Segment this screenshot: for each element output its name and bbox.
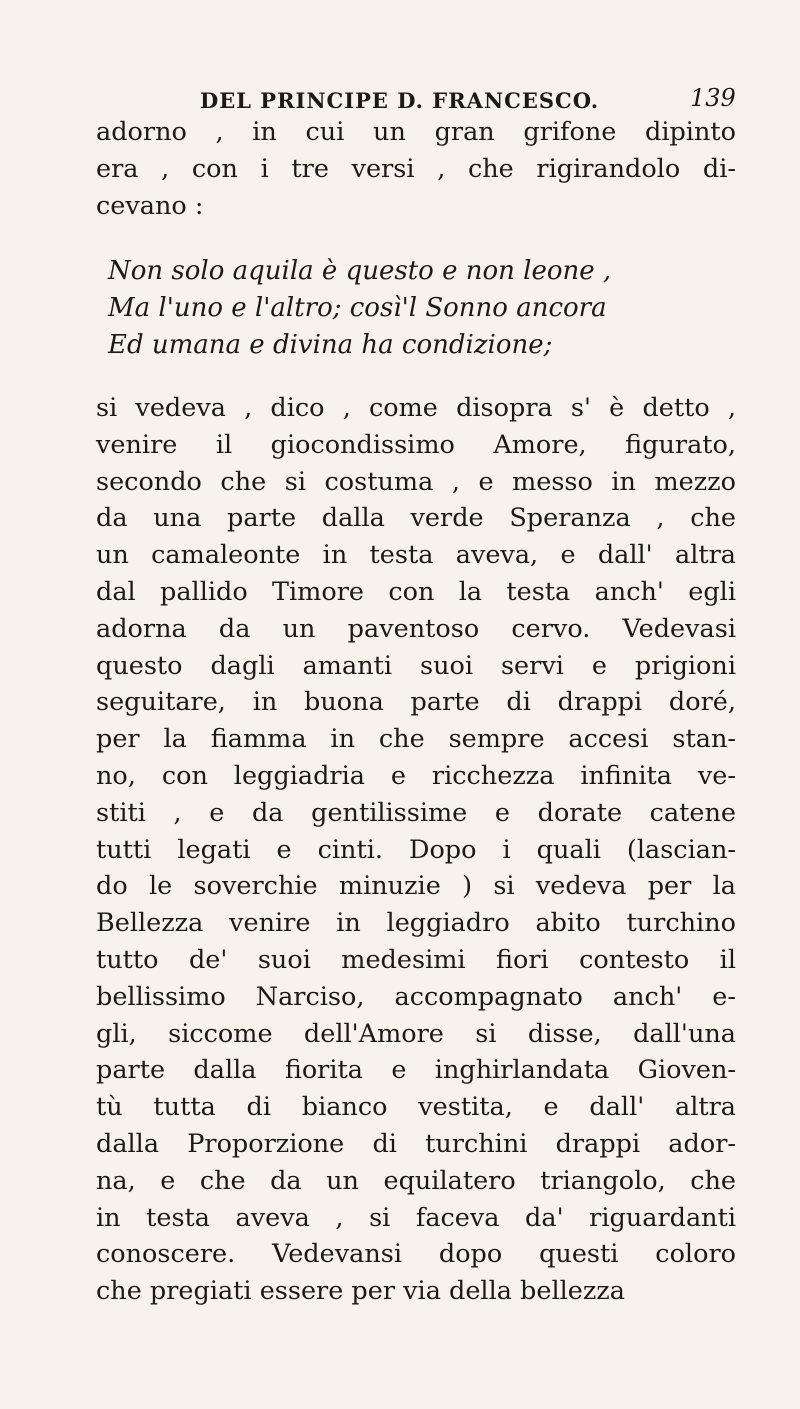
text-line: venire il giocondissimo Amore, figurato, bbox=[96, 429, 736, 460]
text-line: adorna da un paventoso cervo. Vedevasi bbox=[96, 613, 736, 644]
text-line: tutti legati e cinti. Dopo i quali (lascian- bbox=[96, 834, 736, 865]
text-line: na, e che da un equilatero triangolo, che bbox=[96, 1165, 736, 1196]
verse-block bbox=[108, 252, 738, 363]
text-line: adorno , in cui un gran grifone dipinto bbox=[96, 117, 736, 147]
verse-line: Ma l'uno e l'altro; così'l Sonno ancora bbox=[108, 293, 607, 323]
text-line: secondo che si costuma , e messo in mezzo bbox=[96, 466, 736, 497]
text-line: cevano : bbox=[96, 191, 204, 221]
text-line: da una parte dalla verde Speranza , che bbox=[96, 503, 736, 534]
running-header: DEL PRINCIPE D. FRANCESCO. bbox=[200, 88, 600, 113]
main-paragraph bbox=[96, 390, 736, 1310]
page-number: 139 bbox=[690, 84, 736, 112]
text-line: dalla Proporzione di turchini drappi ador- bbox=[96, 1128, 736, 1159]
intro-paragraph bbox=[96, 114, 736, 225]
text-line: Bellezza venire in leggiadro abito turchino bbox=[96, 908, 736, 939]
text-line: che pregiati essere per via della bellezza bbox=[96, 1276, 625, 1307]
text-line: gli, siccome dell'Amore si disse, dall'una bbox=[96, 1018, 736, 1049]
text-line: dal pallido Timore con la testa anch' egli bbox=[96, 576, 736, 607]
text-line: seguitare, in buona parte di drappi doré, bbox=[96, 687, 736, 718]
text-line: no, con leggiadria e ricchezza infinita ve- bbox=[96, 760, 736, 791]
text-line: parte dalla fiorita e inghirlandata Gioven- bbox=[96, 1055, 736, 1086]
text-line: conoscere. Vedevansi dopo questi coloro bbox=[96, 1239, 736, 1270]
text-line: per la fiamma in che sempre accesi stan- bbox=[96, 724, 736, 755]
text-line: do le soverchie minuzie ) si vedeva per la bbox=[96, 871, 736, 902]
text-line: un camaleonte in testa aveva, e dall' altra bbox=[96, 540, 736, 571]
text-line: tutto de' suoi medesimi fiori contesto il bbox=[96, 944, 736, 975]
verse-line: Non solo aquila è questo e non leone , bbox=[108, 256, 612, 286]
text-line: bellissimo Narciso, accompagnato anch' e- bbox=[96, 981, 736, 1012]
text-line: si vedeva , dico , come disopra s' è detto , bbox=[96, 393, 736, 423]
text-line: stiti , e da gentilissime e dorate catene bbox=[96, 797, 736, 828]
text-line: tù tutta di bianco vestita, e dall' altra bbox=[96, 1092, 736, 1123]
verse-line: Ed umana e divina ha condizione; bbox=[108, 330, 553, 360]
text-line: era , con i tre versi , che rigirandolo di- bbox=[96, 154, 736, 184]
text-line: in testa aveva , si faceva da' riguardanti bbox=[96, 1202, 736, 1233]
text-line: questo dagli amanti suoi servi e prigioni bbox=[96, 650, 736, 681]
